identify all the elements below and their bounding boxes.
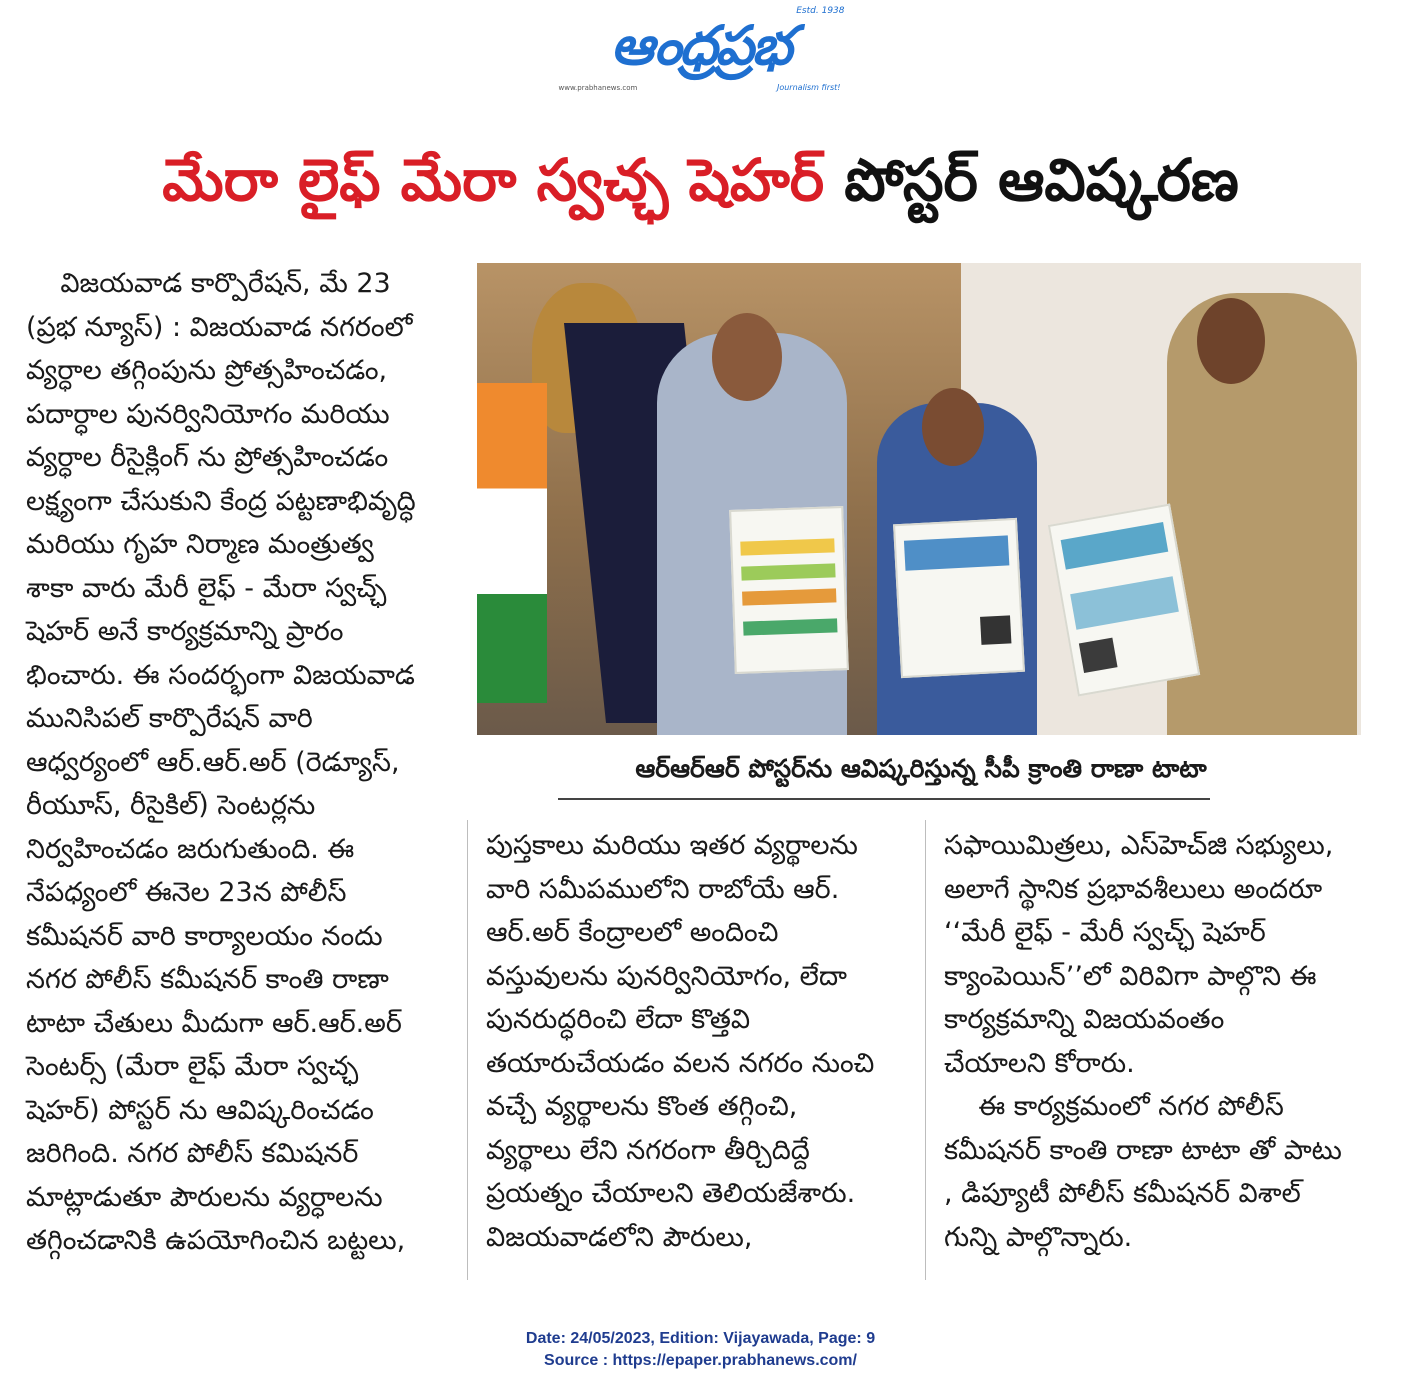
article-line: జరిగింది. నగర పోలీస్ కమిషనర్	[26, 1138, 359, 1169]
article-line: ఆర్.అర్ కేంద్రాలలో అందించి	[486, 917, 779, 948]
article-line: పునరుద్ధరించి లేదా కొత్తవి	[486, 1004, 751, 1035]
article-line: వచ్చే వ్యర్థాలను కొంత తగ్గించి,	[486, 1091, 798, 1122]
article-line: నేపధ్యంలో ఈనెల 23న పోలీస్	[26, 877, 347, 908]
article-line: నగర పోలీస్ కమీషనర్ కాంతి రాణా	[26, 964, 389, 995]
newspaper-logo[interactable]	[551, 6, 851, 96]
article-line: అలాగే స్థానిక ప్రభావశీలులు అందరూ	[944, 873, 1323, 905]
tagline: Journalism first!	[776, 83, 841, 92]
article-line: శాకా వారు మేరీ లైఫ్ - మేరా స్వచ్ఛ్	[26, 572, 387, 604]
poster-1	[729, 506, 849, 674]
article-line: భించారు. ఈ సందర్భంగా విజయవాడ	[26, 659, 415, 691]
article-line: షెహర్ అనే కార్యక్రమాన్ని ప్రారం	[26, 616, 344, 647]
article-line: పదార్ధాల పునర్వినియోగం మరియు	[26, 398, 390, 430]
article-line: మరియు గృహ నిర్మాణ మంత్రుత్వ	[26, 529, 374, 560]
article-line: , డిప్యూటీ పోలీస్ కమీషనర్ విశాల్	[944, 1178, 1301, 1209]
article-line: విజయవాడ కార్పొరేషన్, మే 23	[26, 268, 391, 299]
article-line: (ప్రభ న్యూస్) : విజయవాడ నగరంలో	[26, 311, 413, 343]
article-line: వారి సమీపములోని రాబోయే ఆర్.	[486, 873, 840, 905]
article-line: వస్తువులను పునర్వినియోగం, లేదా	[486, 960, 847, 992]
article-line: వ్యర్థాలు లేని నగరంగా తీర్చిదిద్దే	[486, 1134, 810, 1166]
article-line: లక్ష్యంగా చేసుకుని కేంద్ర పట్టణాభివృద్ధి	[26, 485, 416, 517]
article-line: కమీషనర్ వారి కార్యాలయం నందు	[26, 920, 383, 952]
article-line: టాటా చేతులు మీదుగా ఆర్.ఆర్.అర్	[26, 1007, 402, 1039]
article-line: మునిసిపల్ కార్పొరేషన్ వారి	[26, 703, 313, 734]
person-center-head	[922, 388, 984, 466]
article-line: కార్యక్రమాన్ని విజయవంతం	[944, 1004, 1225, 1035]
article-line: పుస్తకాలు మరియు ఇతర వ్యర్థాలను	[486, 830, 858, 861]
headline-red-part: మేరా లైఫ్ మేరా స్వచ్ఛ షెహర్	[162, 146, 825, 214]
article-line: ఈ కార్యక్రమంలో నగర పోలీస్	[944, 1091, 1284, 1122]
article-column-2	[486, 824, 906, 1259]
article-line: కమీషనర్ కాంతి రాణా టాటా తో పాటు	[944, 1134, 1342, 1166]
caption-underline	[558, 798, 1210, 800]
article-column-1	[26, 262, 446, 1263]
column-divider-2	[925, 820, 926, 1280]
article-line: షెహర్) పోస్టర్ ను ఆవిష్కరించడం	[26, 1094, 374, 1126]
article-line: సెంటర్స్ (మేరా లైఫ్ మేరా స్వచ్ఛ	[26, 1051, 359, 1082]
article-line: ‘‘మేరీ లైఫ్ - మేరీ స్వచ్ఛ్ షెహర్	[944, 917, 1266, 948]
article-line: మాట్లాడుతూ పౌరులను వ్యర్ధాలను	[26, 1181, 383, 1213]
article-line: చేయాలని కోరారు.	[944, 1047, 1135, 1079]
article-line: తయారుచేయడం వలన నగరం నుంచి	[486, 1047, 875, 1079]
article-line: విజయవాడలోని పౌరులు,	[486, 1221, 753, 1253]
article-line: నిర్వహించడం జరుగుతుంది. ఈ	[26, 833, 355, 865]
person-left-head	[712, 313, 782, 401]
person-right-head	[1197, 298, 1265, 384]
national-flag-shape	[477, 383, 547, 703]
photo-caption: ఆర్ఆర్ఆర్ పోస్టర్‌ను ఆవిష్కరిస్తున్న సీపీ క్రాంతి రాణా టాటా	[635, 754, 1207, 783]
article-headline	[0, 138, 1401, 222]
article-photo[interactable]	[477, 263, 1361, 735]
article-line: రీయూస్, రీసైకిల్) సెంటర్లను	[26, 790, 316, 821]
article-line: సఫాయిమిత్రలు, ఎస్‌హెచ్‌జి సభ్యులు,	[944, 830, 1334, 861]
article-line: వ్యర్ధాల రీసైక్లింగ్ ను ప్రోత్సహించడం	[26, 442, 389, 473]
article-line: క్యాంపెయిన్’’లో విరివిగా పాల్గొని ఈ	[944, 960, 1317, 992]
article-line: తగ్గించడానికి ఉపయోగించిన బట్టలు,	[26, 1225, 406, 1256]
article-line: ఆధ్వర్యంలో ఆర్.ఆర్.అర్ (రెడ్యూస్,	[26, 746, 400, 778]
estd-label: Estd. 1938	[796, 6, 845, 16]
source-footer	[0, 1328, 1401, 1372]
article-line: గున్ని పాల్గొన్నారు.	[944, 1221, 1133, 1253]
site-url: www.prabhanews.com	[558, 84, 638, 92]
footer-source-line[interactable]: Source : https://epaper.prabhanews.com/	[544, 1352, 857, 1369]
article-column-3	[944, 824, 1374, 1259]
headline-black-part: పోస్టర్ ఆవిష్కరణ	[844, 146, 1239, 214]
footer-date-line: Date: 24/05/2023, Edition: Vijayawada, Page: 9	[525, 1330, 876, 1347]
masthead	[0, 6, 1401, 100]
poster-2	[893, 518, 1025, 678]
article-line: ప్రయత్నం చేయాలని తెలియజేశారు.	[486, 1178, 856, 1209]
column-divider-1	[467, 820, 468, 1280]
logo-text: ఆంధ్రప్రభ	[610, 14, 791, 77]
article-line: వ్యర్ధాల తగ్గింపును ప్రోత్సహించడం,	[26, 355, 388, 386]
